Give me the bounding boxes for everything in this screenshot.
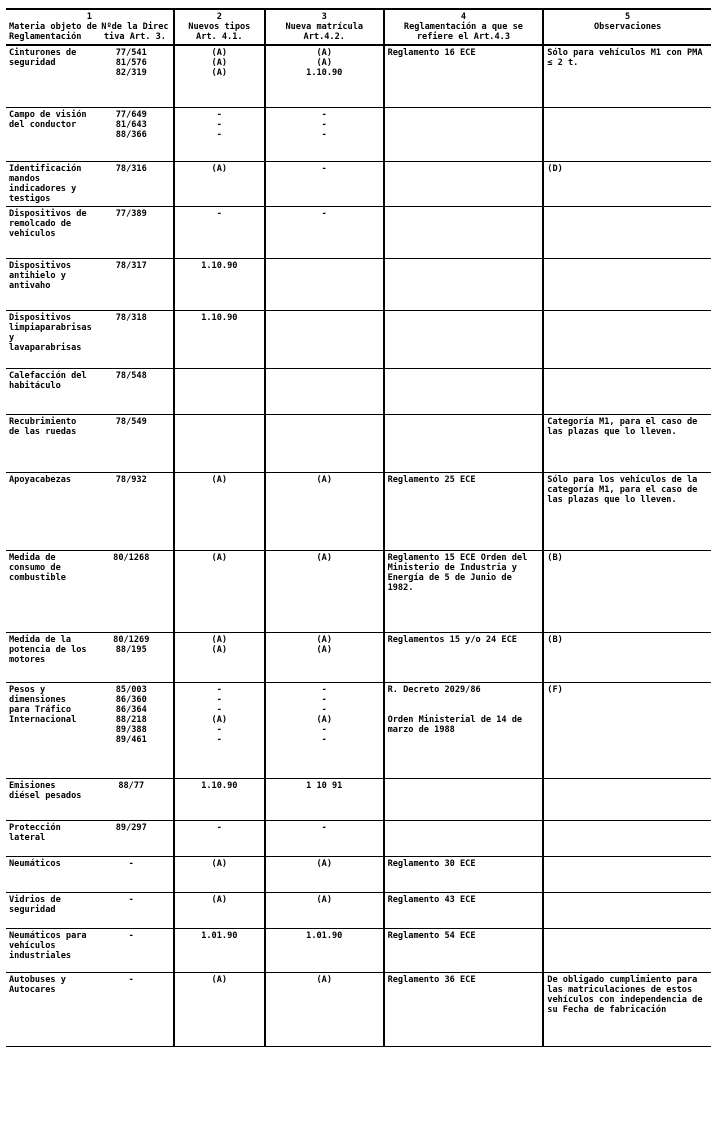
cell-directiva — [90, 107, 174, 161]
cell-nuevos-tipos-line: 1.10.90 — [201, 312, 238, 323]
cell-nueva-matricula — [265, 206, 384, 258]
cell-materia-text: Pesos y dimensiones para Tráfico Internacional — [9, 684, 77, 725]
cell-observaciones — [543, 161, 711, 206]
cell-materia — [6, 682, 90, 778]
cell-nuevos-tipos-line: 1.01.90 — [201, 930, 238, 941]
cell-materia — [6, 928, 90, 972]
cell-observaciones — [543, 632, 711, 682]
cell-observaciones-text: De obligado cumplimiento para las matriculaciones de estos vehículos con independencia de su Fecha de fabricación — [547, 974, 708, 1015]
cell-reglamentacion-text: R. Decreto 2029/86 Orden Ministerial de 14 de marzo de 1988 — [387, 684, 523, 735]
cell-directiva-line: 78/548 — [115, 370, 147, 381]
cell-materia — [6, 368, 90, 414]
cell-directiva-line: 80/1268 — [113, 552, 150, 563]
cell-observaciones — [543, 45, 711, 107]
cell-nueva-matricula-line: (A) — [316, 894, 333, 905]
cell-nueva-matricula-line: - — [321, 208, 327, 219]
cell-reglamentacion — [384, 45, 544, 107]
cell-observaciones-text: (F) — [547, 684, 563, 695]
cell-materia — [6, 856, 90, 892]
cell-nuevos-tipos-line: (A) — [211, 474, 228, 485]
cell-directiva — [90, 45, 174, 107]
cell-nueva-matricula-line: - — [321, 694, 327, 705]
cell-observaciones — [543, 472, 711, 550]
table-row — [6, 107, 711, 161]
cell-observaciones — [543, 206, 711, 258]
cell-nuevos-tipos — [174, 368, 265, 414]
cell-reglamentacion — [384, 414, 544, 472]
cell-materia — [6, 161, 90, 206]
cell-directiva — [90, 928, 174, 972]
cell-directiva-line: - — [128, 974, 134, 985]
cell-reglamentacion — [384, 778, 544, 820]
cell-materia-text: Emisiones diésel pesados — [9, 780, 82, 801]
cell-nuevos-tipos — [174, 778, 265, 820]
cell-materia — [6, 820, 90, 856]
cell-directiva-line: 78/318 — [115, 312, 147, 323]
cell-nueva-matricula — [265, 414, 384, 472]
cell-nueva-matricula-line: (A) — [316, 858, 333, 869]
cell-reglamentacion — [384, 928, 544, 972]
cell-directiva-line: 77/541 — [115, 48, 147, 58]
cell-nueva-matricula — [265, 550, 384, 632]
cell-nuevos-tipos-line: 1.10.90 — [201, 780, 238, 791]
cell-directiva-line: 81/643 — [115, 119, 147, 130]
cell-directiva-line: 88/366 — [115, 129, 147, 140]
cell-directiva-line: - — [128, 930, 134, 941]
cell-nuevos-tipos-line: (A) — [211, 974, 228, 985]
cell-reglamentacion-text: Reglamento 15 ECE Orden del Ministerio de Industria y Energía de 5 de Junio de 1982. — [387, 552, 533, 593]
header-directiva: Nºde la Direc tiva Art. 3. — [101, 22, 169, 42]
cell-materia — [6, 778, 90, 820]
cell-nueva-matricula-line: (A) — [316, 474, 333, 485]
cell-nueva-matricula-line: - — [321, 704, 327, 715]
cell-directiva-line: 77/389 — [115, 208, 147, 219]
cell-nuevos-tipos-line: (A) — [211, 68, 228, 78]
cell-directiva — [90, 972, 174, 1046]
header-observaciones: Observaciones — [594, 22, 662, 32]
table-row — [6, 856, 711, 892]
cell-materia-text: Dispositivos de remolcado de vehículos — [9, 208, 92, 239]
cell-nuevos-tipos-line: - — [216, 109, 222, 120]
cell-nuevos-tipos-line: (A) — [211, 644, 228, 655]
cell-nuevos-tipos — [174, 310, 265, 368]
cell-materia-text: Calefacción del habitáculo — [9, 370, 92, 391]
cell-nuevos-tipos — [174, 682, 265, 778]
cell-materia — [6, 414, 90, 472]
cell-nuevos-tipos-line: (A) — [211, 58, 228, 68]
header-nueva-matricula: Nueva matrícula Art.4.2. — [285, 22, 364, 42]
table-row — [6, 472, 711, 550]
cell-reglamentacion — [384, 206, 544, 258]
cell-materia-text: Dispositivos limpiaparabrisas y lavaparabrisas — [9, 312, 97, 353]
cell-materia — [6, 472, 90, 550]
cell-directiva-line: 86/364 — [115, 704, 147, 715]
cell-nueva-matricula-line: (A) — [316, 714, 333, 725]
cell-nuevos-tipos-line: (A) — [211, 48, 228, 58]
cell-reglamentacion — [384, 632, 544, 682]
cell-materia — [6, 206, 90, 258]
table-row — [6, 414, 711, 472]
cell-materia — [6, 258, 90, 310]
cell-nuevos-tipos-line: (A) — [211, 552, 228, 563]
cell-observaciones — [543, 107, 711, 161]
cell-nuevos-tipos-line: - — [216, 208, 222, 219]
cell-observaciones — [543, 550, 711, 632]
cell-observaciones — [543, 258, 711, 310]
table-row — [6, 310, 711, 368]
cell-nueva-matricula — [265, 472, 384, 550]
cell-nueva-matricula — [265, 258, 384, 310]
cell-nueva-matricula-line: - — [321, 724, 327, 735]
table-row — [6, 682, 711, 778]
cell-directiva-line: 80/1269 — [113, 634, 150, 645]
cell-nueva-matricula — [265, 368, 384, 414]
cell-nuevos-tipos — [174, 928, 265, 972]
cell-materia-text: Neumáticos para vehículos industriales — [9, 930, 92, 961]
cell-nuevos-tipos — [174, 258, 265, 310]
cell-directiva — [90, 310, 174, 368]
cell-nueva-matricula — [265, 161, 384, 206]
cell-nueva-matricula-line: - — [321, 822, 327, 833]
cell-directiva — [90, 258, 174, 310]
cell-directiva-line: 81/576 — [115, 58, 147, 68]
cell-materia-text: Identificación mandos indicadores y testigos — [9, 163, 87, 204]
table-row — [6, 161, 711, 206]
cell-materia — [6, 310, 97, 368]
regulation-table — [6, 8, 711, 1047]
cell-reglamentacion-text: Reglamento 25 ECE — [387, 474, 476, 485]
cell-nueva-matricula-line: - — [321, 163, 327, 174]
header-col5-number: 5 — [625, 12, 631, 22]
cell-directiva — [90, 682, 174, 778]
cell-nueva-matricula-line: (A) — [316, 48, 333, 58]
cell-observaciones — [543, 414, 711, 472]
table-row — [6, 206, 711, 258]
header-row — [6, 9, 711, 45]
cell-nueva-matricula-line: (A) — [316, 634, 333, 645]
cell-observaciones — [543, 928, 711, 972]
cell-observaciones — [543, 856, 711, 892]
cell-nuevos-tipos — [174, 856, 265, 892]
cell-nuevos-tipos — [174, 45, 265, 107]
cell-reglamentacion-text: Reglamento 36 ECE — [387, 974, 476, 985]
cell-nueva-matricula-line: (A) — [316, 552, 333, 563]
cell-nuevos-tipos-line: - — [216, 734, 222, 745]
cell-directiva — [90, 778, 174, 820]
cell-nueva-matricula — [265, 45, 384, 107]
cell-materia — [6, 45, 90, 107]
cell-nuevos-tipos — [174, 820, 265, 856]
cell-nueva-matricula-line: - — [321, 684, 327, 695]
cell-materia-text: Apoyacabezas — [9, 474, 72, 485]
cell-observaciones — [543, 892, 711, 928]
cell-reglamentacion — [384, 368, 544, 414]
cell-nueva-matricula — [265, 820, 384, 856]
cell-observaciones-text: Sólo para vehículos M1 con PMA ≤ 2 t. — [547, 48, 708, 68]
header-col4 — [384, 9, 544, 45]
table-row — [6, 972, 711, 1046]
cell-nueva-matricula — [265, 972, 384, 1046]
cell-nueva-matricula-line: - — [321, 734, 327, 745]
cell-directiva — [90, 414, 174, 472]
cell-directiva — [90, 856, 174, 892]
cell-observaciones — [543, 778, 711, 820]
table-row — [6, 632, 711, 682]
cell-directiva — [90, 368, 174, 414]
cell-nueva-matricula-line: 1 10 91 — [306, 780, 343, 791]
cell-nuevos-tipos-line: - — [216, 129, 222, 140]
cell-materia-text: Protección lateral — [9, 822, 66, 843]
cell-nuevos-tipos-line: - — [216, 724, 222, 735]
header-col1-number: 1 — [86, 12, 92, 22]
cell-materia — [6, 107, 90, 161]
header-col5 — [543, 9, 711, 45]
cell-observaciones-text: (B) — [547, 634, 563, 645]
table-row — [6, 550, 711, 632]
cell-nuevos-tipos-line: 1.10.90 — [201, 260, 238, 271]
cell-materia-text: Dispositivos antihielo y antivaho — [9, 260, 77, 291]
table-row — [6, 258, 711, 310]
cell-directiva-line: 77/649 — [115, 109, 147, 120]
cell-directiva-line: 78/549 — [115, 416, 147, 427]
header-col2-number: 2 — [216, 12, 222, 22]
cell-nuevos-tipos-line: - — [216, 704, 222, 715]
cell-nuevos-tipos — [174, 472, 265, 550]
cell-observaciones — [543, 368, 711, 414]
cell-directiva-line: 88/195 — [115, 644, 147, 655]
cell-nueva-matricula — [265, 632, 384, 682]
cell-nueva-matricula-line: - — [321, 109, 327, 120]
cell-nueva-matricula-line: (A) — [316, 644, 333, 655]
header-col3-number: 3 — [321, 12, 327, 22]
cell-reglamentacion — [384, 310, 544, 368]
cell-nuevos-tipos — [174, 550, 265, 632]
cell-nuevos-tipos-line: - — [216, 119, 222, 130]
cell-nuevos-tipos-line: - — [216, 684, 222, 695]
cell-observaciones — [543, 820, 711, 856]
cell-nuevos-tipos-line: - — [216, 822, 222, 833]
table-row — [6, 368, 711, 414]
cell-reglamentacion — [384, 161, 544, 206]
table-row — [6, 778, 711, 820]
cell-reglamentacion — [384, 472, 544, 550]
cell-reglamentacion — [384, 550, 544, 632]
cell-directiva — [90, 892, 174, 928]
cell-nuevos-tipos — [174, 161, 265, 206]
cell-reglamentacion — [384, 107, 544, 161]
cell-nuevos-tipos-line: (A) — [211, 634, 228, 645]
cell-nueva-matricula — [265, 928, 384, 972]
cell-nueva-matricula — [265, 107, 384, 161]
cell-directiva — [90, 206, 174, 258]
cell-observaciones-text: Categoría M1, para el caso de las plazas que lo lleven. — [547, 416, 703, 437]
cell-nuevos-tipos — [174, 892, 265, 928]
cell-nuevos-tipos-line: (A) — [211, 894, 228, 905]
cell-directiva — [90, 820, 174, 856]
cell-nuevos-tipos — [174, 107, 265, 161]
cell-reglamentacion-text: Reglamento 43 ECE — [387, 894, 476, 905]
cell-nuevos-tipos — [174, 972, 265, 1046]
cell-nuevos-tipos — [174, 632, 265, 682]
cell-materia — [6, 892, 90, 928]
cell-materia-text: Cinturones de seguridad — [9, 48, 82, 68]
cell-observaciones — [543, 310, 711, 368]
cell-materia-text: Medida de la potencia de los motores — [9, 634, 92, 665]
cell-directiva-line: 85/003 — [115, 684, 147, 695]
cell-nueva-matricula — [265, 778, 384, 820]
cell-nuevos-tipos-line: (A) — [211, 858, 228, 869]
cell-reglamentacion-text: Reglamentos 15 y/o 24 ECE — [387, 634, 517, 645]
cell-nueva-matricula-line: (A) — [316, 974, 333, 985]
cell-observaciones-text: Sólo para los vehículos de la categoría M1, para el caso de las plazas que lo lleven. — [547, 474, 703, 505]
cell-materia-text: Recubrimiento de las ruedas — [9, 416, 82, 437]
cell-observaciones — [543, 682, 711, 778]
cell-reglamentacion — [384, 972, 544, 1046]
header-col1 — [6, 9, 174, 45]
header-nuevos-tipos: Nuevos tipos Art. 4.1. — [188, 22, 251, 42]
cell-directiva — [90, 472, 174, 550]
cell-reglamentacion — [384, 820, 544, 856]
cell-reglamentacion-text: Reglamento 30 ECE — [387, 858, 476, 869]
cell-directiva-line: 88/218 — [115, 714, 147, 725]
header-materia: Materia objeto de Reglamentación — [9, 22, 97, 42]
cell-nueva-matricula-line: - — [321, 129, 327, 140]
cell-nuevos-tipos-line: (A) — [211, 714, 228, 725]
cell-nueva-matricula — [265, 856, 384, 892]
cell-directiva-line: - — [128, 894, 134, 905]
table-row — [6, 928, 711, 972]
cell-directiva-line: 78/317 — [115, 260, 147, 271]
cell-materia-text: Autobuses y Autocares — [9, 974, 72, 995]
cell-directiva — [90, 632, 174, 682]
cell-materia — [6, 550, 90, 632]
cell-materia-text: Vidrios de seguridad — [9, 894, 66, 915]
cell-reglamentacion — [384, 856, 544, 892]
cell-directiva-line: 78/932 — [115, 474, 147, 485]
cell-materia — [6, 632, 90, 682]
cell-directiva-line: 89/388 — [115, 724, 147, 735]
document-page — [6, 8, 716, 1047]
cell-directiva — [90, 161, 174, 206]
cell-materia-text: Campo de visión del conductor — [9, 109, 92, 130]
cell-reglamentacion — [384, 892, 544, 928]
cell-directiva-line: 89/297 — [115, 822, 147, 833]
header-reglamentacion: Reglamentación a que se refiere el Art.4.3 — [403, 22, 523, 42]
cell-directiva-line: - — [128, 858, 134, 869]
cell-directiva-line: 89/461 — [115, 734, 147, 745]
cell-directiva-line: 82/319 — [115, 68, 147, 78]
table-row — [6, 892, 711, 928]
table-row — [6, 820, 711, 856]
cell-reglamentacion-text: Reglamento 16 ECE — [387, 48, 476, 58]
cell-reglamentacion — [384, 258, 544, 310]
cell-nuevos-tipos — [174, 206, 265, 258]
cell-directiva — [90, 550, 174, 632]
cell-directiva-line: 78/316 — [115, 163, 147, 174]
cell-reglamentacion-text: Reglamento 54 ECE — [387, 930, 476, 941]
table-body — [6, 45, 711, 1046]
cell-materia — [6, 972, 90, 1046]
cell-nuevos-tipos-line: - — [216, 694, 222, 705]
table-row — [6, 45, 711, 107]
cell-nueva-matricula — [265, 310, 384, 368]
cell-observaciones-text: (B) — [547, 552, 563, 563]
cell-nueva-matricula-line: 1.01.90 — [306, 930, 343, 941]
cell-nueva-matricula-line: - — [321, 119, 327, 130]
cell-nueva-matricula — [265, 892, 384, 928]
header-col4-number: 4 — [460, 12, 467, 22]
cell-observaciones-text: (D) — [547, 163, 563, 174]
cell-materia-text: Medida de consumo de combustible — [9, 552, 66, 583]
cell-nueva-matricula-line: 1.10.90 — [306, 68, 343, 78]
cell-observaciones — [543, 972, 711, 1046]
cell-nueva-matricula-line: (A) — [316, 58, 333, 68]
header-col3 — [265, 9, 384, 45]
header-col2 — [174, 9, 265, 45]
cell-nueva-matricula — [265, 682, 384, 778]
cell-materia-text: Neumáticos — [9, 858, 61, 869]
cell-directiva-line: 86/360 — [115, 694, 147, 705]
cell-nuevos-tipos-line: (A) — [211, 163, 228, 174]
cell-reglamentacion — [384, 682, 544, 778]
cell-directiva-line: 88/77 — [118, 780, 145, 791]
cell-nuevos-tipos — [174, 414, 265, 472]
